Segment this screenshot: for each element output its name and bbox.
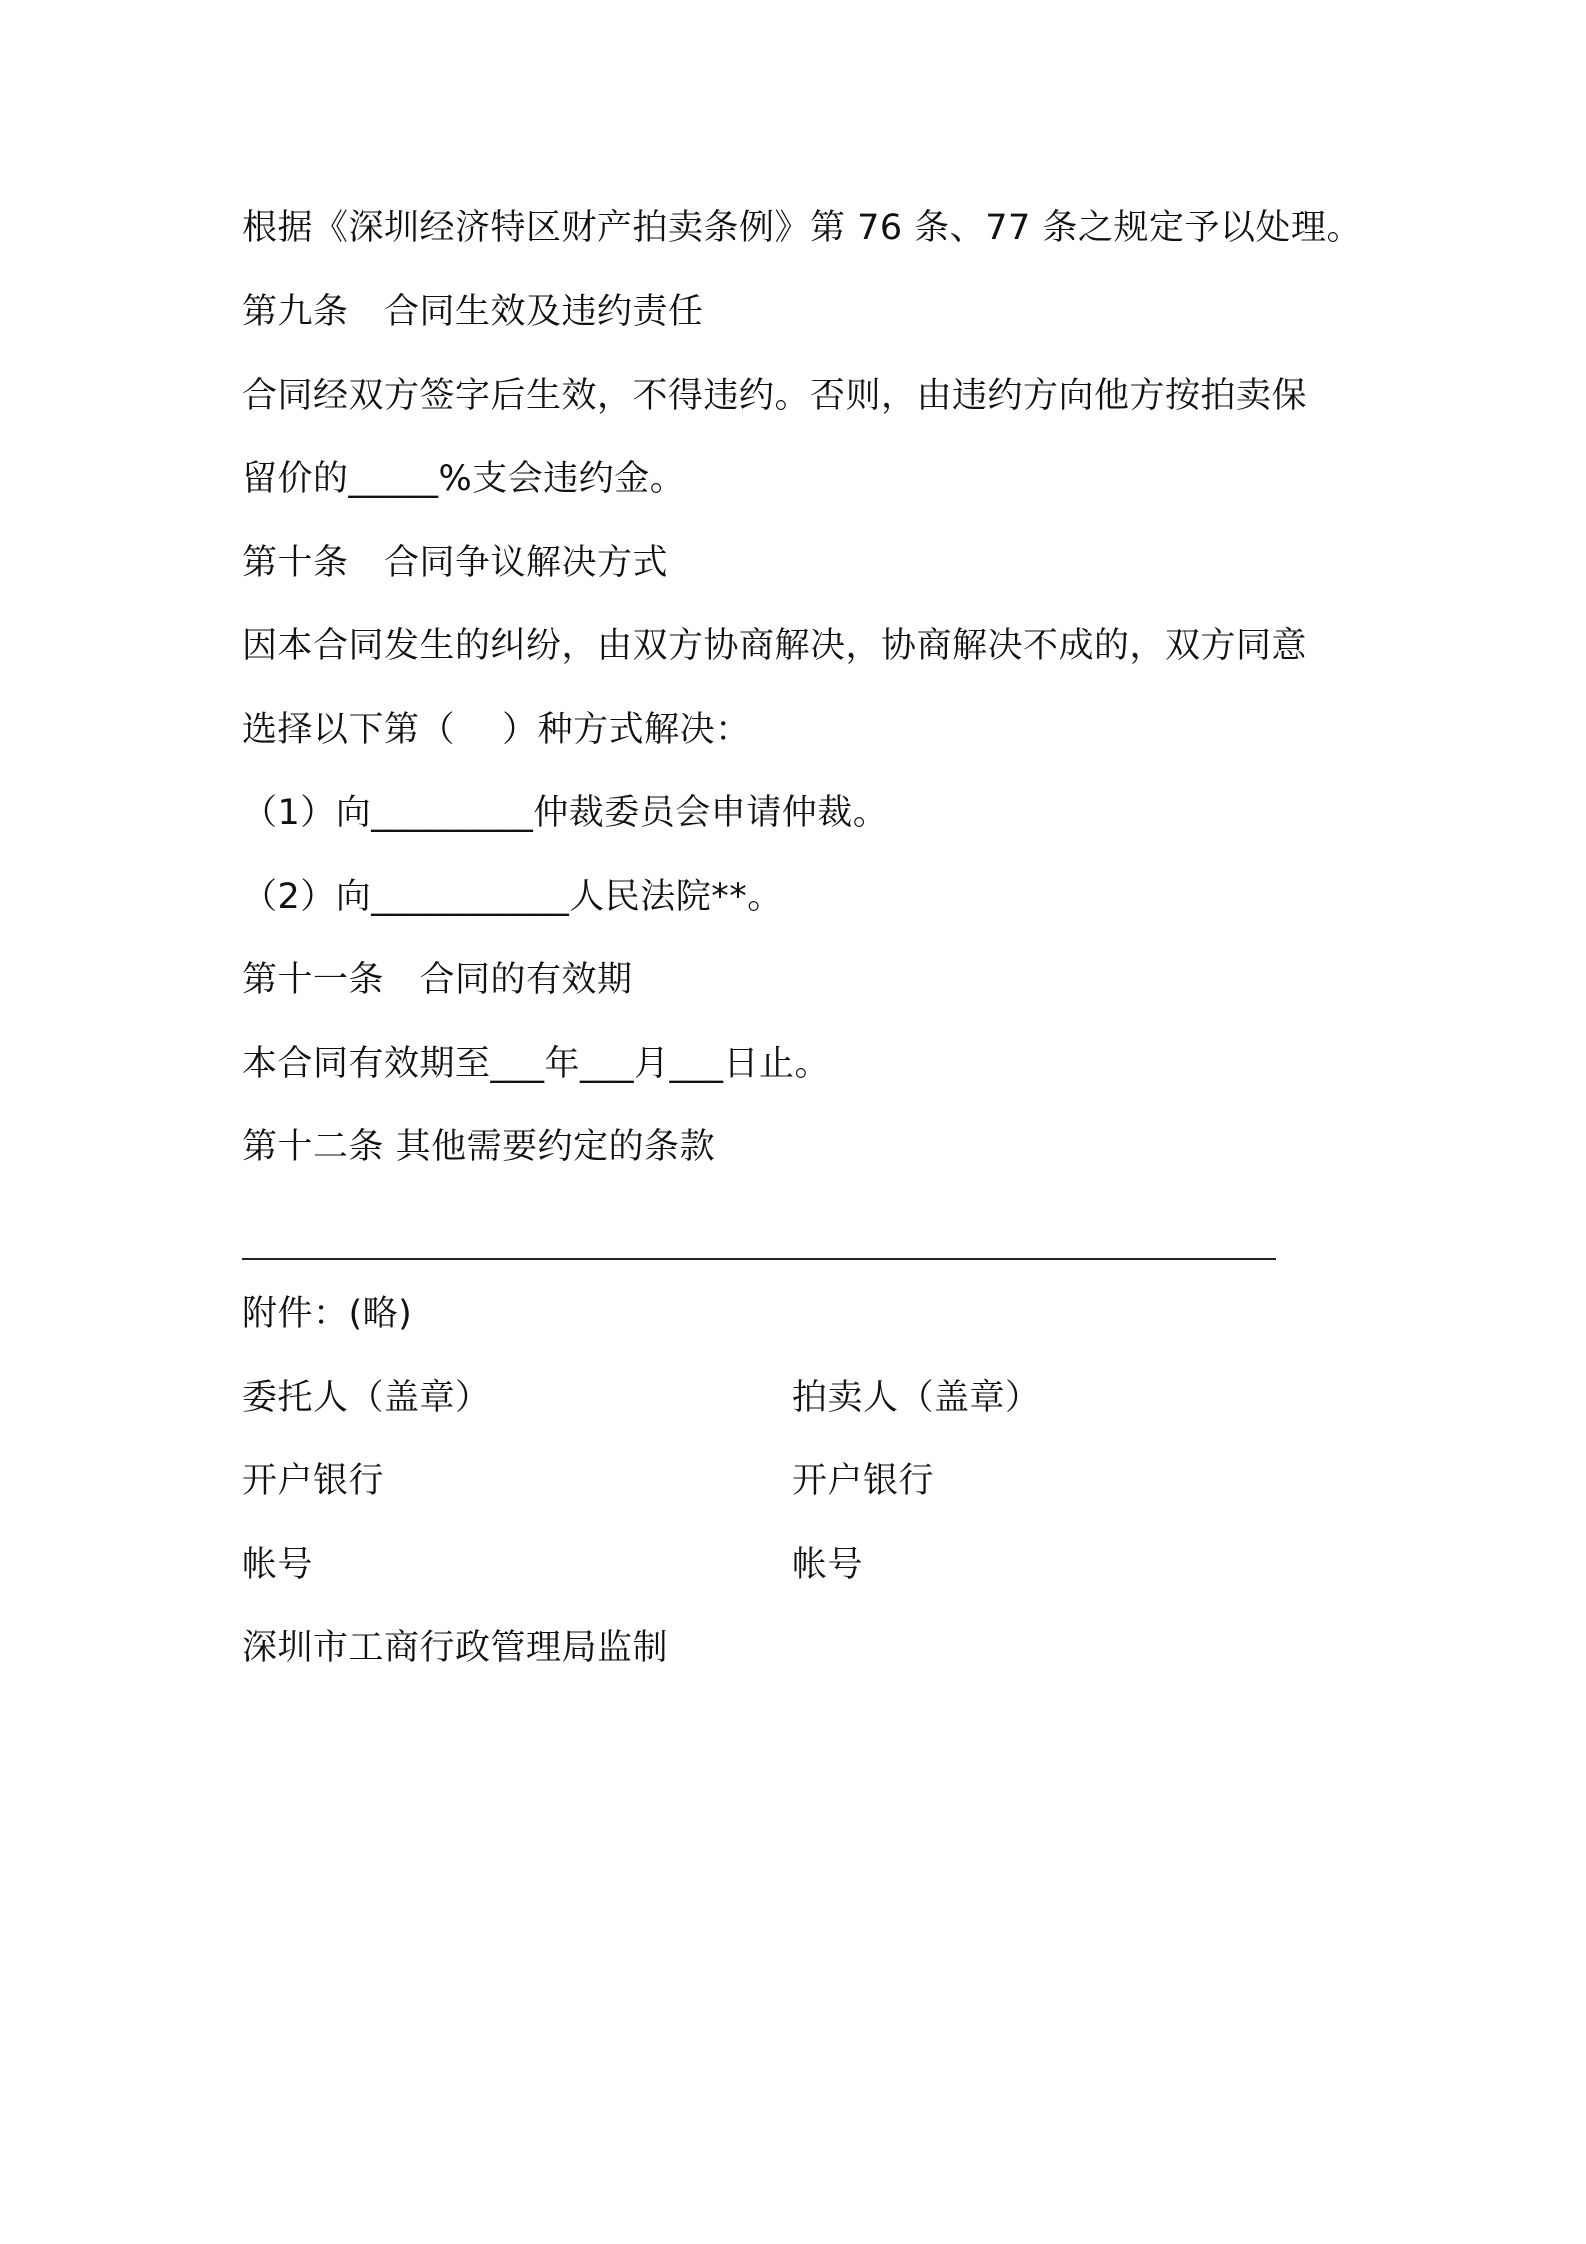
option-2-line: （2）向___________人民法院**。 [242,877,783,917]
article-10-heading: 第十条 合同争议解决方式 [242,543,669,583]
signature-right-account: 帐号 [792,1545,864,1585]
signature-left-bank: 开户银行 [242,1461,385,1501]
paragraph-line: 因本合同发生的纠纷，由双方协商解决，协商解决不成的，双方同意 [242,626,1308,666]
option-1-line: （1）向_________仲裁委员会申请仲裁。 [242,793,889,833]
paragraph-line: 本合同有效期至___年___月___日止。 [242,1044,831,1084]
signature-right-auctioneer: 拍卖人（盖章） [792,1378,1041,1418]
paragraph-line: 根据《深圳经济特区财产拍卖条例》第 76 条、77 条之规定予以处理。 [242,208,1362,248]
article-11-heading: 第十一条 合同的有效期 [242,960,633,1000]
signature-right-bank: 开户银行 [792,1461,935,1501]
article-12-heading: 第十二条 其他需要约定的条款 [242,1127,716,1167]
attachment-note: 附件：(略) [242,1294,413,1334]
blank-fill-line [242,1258,1276,1260]
article-9-heading: 第九条 合同生效及违约责任 [242,292,704,332]
paragraph-line: 选择以下第（ ）种方式解决： [242,710,751,750]
signature-left-account: 帐号 [242,1545,314,1585]
paragraph-line: 留价的_____%支会违约金。 [242,459,686,499]
signature-left-principal: 委托人（盖章） [242,1378,491,1418]
supervisor-footer: 深圳市工商行政管理局监制 [242,1628,669,1668]
paragraph-line: 合同经双方签字后生效，不得违约。否则，由违约方向他方按拍卖保 [242,376,1308,416]
